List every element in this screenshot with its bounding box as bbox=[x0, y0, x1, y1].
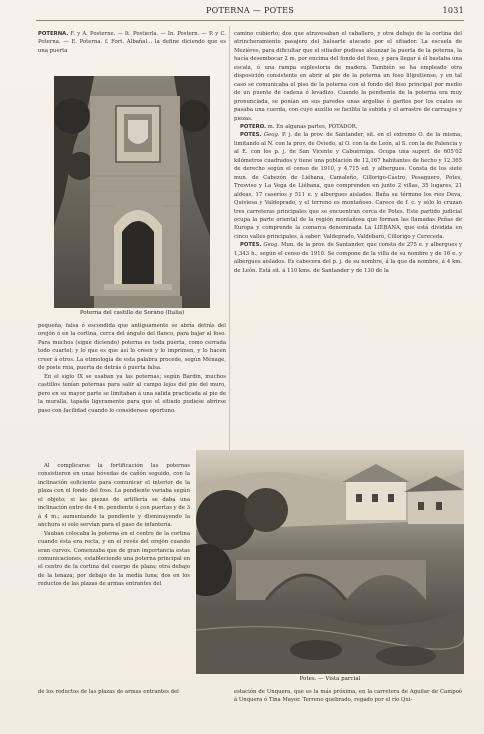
entry-poterna-intro bbox=[38, 30, 226, 74]
entry-poterna-body-lower bbox=[38, 462, 190, 690]
figure-caption-sorano: Poterna del castillo de Sorano (Italia) bbox=[79, 310, 185, 316]
figure-potes-vista bbox=[196, 450, 464, 674]
entry-poterna-body-upper bbox=[38, 322, 226, 460]
entry-potero-text: m. En algunas partes, POTADOR. bbox=[267, 123, 358, 130]
right-column-foot bbox=[234, 688, 462, 706]
entry-potes-municipio-text: Mun. de la prov. de Santander, que consta de 275 e. y albergues y 1,343 h., según el censo de 1910. Se compone de la villa de su nombre y de 16 e. y albergues aislados. Es cabecera del p. j. de su nombre, á la que da nombre, á 4 km. de León. Está sit. á 110 kms. de Santander y de 130 de la bbox=[234, 242, 462, 274]
headword-potes: POTES. bbox=[240, 132, 262, 139]
header-rule bbox=[36, 20, 464, 21]
entry-poterna-text: F. y A. Posterne. — It. Postierla. — In. Postern. — P. y C. Poterna. — E. Poterna. f. Fort. Albañal... la define diciendo que es una puerta bbox=[38, 31, 226, 54]
label-geog: Geog. bbox=[263, 132, 280, 139]
entry-potes-text: P. j. de la prov. de Santander, sit. en el extremo O. de la misma, limitando al N. con la prov. de Oviedo, al O. con la de León, al S. con la de Palencia y al E. con los p. j. de San Vicente y Cabuérniga. Ocupa una superf. de 605'02 kilómetros cuadrados y tiene una población de 12,167 habitantes de hecho y 12,365 de derecho según el censo de 1910, y 4,715 ed. y albergues. Consta de los siete mun. de Cabezón de Liébana, Camaleño, Cillorigo-Castro, Pesaguero, Potes, Tresviso y La Vega de Liébana, que comprenden en junto 2 villas, 35 lugares, 21 aldeas, 17 caseríos y 511 e. y albergues aislados. Baña su término los ríos Deva, Quiviesa y Valdeprado, y el terreno es montañoso. Carece de f. c. y sólo lo cruzan tres carreteras principales que se encuentran cerca de Potes. Este partido judicial ocupa la parte oriental de la región montañosa que forman las llamadas Peñas de Europa y comprende la comarca denominada La LIÉBANA, que está dividida en cinco valles principales, á saber: Valdeprado, Valdebaró, Cillorigo y Cereceda. bbox=[234, 132, 462, 240]
label-geog: Geog. bbox=[263, 242, 280, 249]
page-number: 1031 bbox=[442, 6, 464, 15]
paragraph: de los reductos de las plazas de armas entrantes del bbox=[38, 689, 179, 695]
paragraph: camino cubierto; dos que atravesaban el caballero, y otra debajo de la cortina del atrincheramiento pasajero del baluarte atacado por el sitiador. La escuela de Mezières, para dificultar que el sitiador pudiese alcanzar la puerta de la poterna, la hacía desembocar 2 m. por encima del fondo del foso, y para llegar á él bastaba una escala, ó una rampa suplestoria de madera. También se ha empleado otra disposición consistente en abrir al pie de la poterna un foso liliputiense, y en tal caso se comunicaba el piso de la poterna con el fondo del foso principal por medio de un puente de cadena ó levadizo. Cuando la pendiente de la poterna era muy pronunciada, se ponían en sus paredes unas argollas ó garfios por los cuales se pasaba una cuerda, con cuyo auxilio se facilita la subida y el arrastre de carruajes y piezas. bbox=[234, 31, 462, 122]
headword-potes-municipio: POTES. bbox=[240, 242, 262, 249]
headword-poterna: POTERNA. bbox=[38, 31, 69, 37]
paragraph: estación de Unquera, que es la más próxima, en la carretera de Aguilar de Campoó á Unquera ó Tina Mayor. Terreno quebrado, regado por el río Qui- bbox=[234, 689, 462, 704]
figure-poterna-sorano bbox=[54, 76, 210, 308]
paragraph: Al complicarse la fortificación las poternas consistieron en unas bóvedas de cañón seguido, con la inclinación suficiente para comunicar el interior de la plaza con el fondo del foso. La pendiente variaba según el objeto; si las piezas de artillería se daba una inclinación entre de 4 m. pendiente ó con puertas y de 3 á 4 m.; aumentando la pendiente y disminuyendo la anchura si solo servían para el paso de infantería. bbox=[38, 463, 190, 529]
running-title: POTERNA — POTES bbox=[205, 6, 295, 15]
figure-caption-potes: Potes. — Vista parcial bbox=[299, 676, 361, 682]
photo-potes-vista bbox=[196, 450, 464, 674]
column-divider bbox=[229, 26, 230, 450]
left-column-foot bbox=[38, 688, 226, 706]
photo-poterna-sorano bbox=[54, 76, 210, 308]
paragraph: pequeña, falsa ó escondida que antiguamente se abría detrás del orejón ó en la cortina, cerca del ángulo del flanco, para bajar al foso. Para muchos (sigue diciendo) poterna es toda puerta, como cerrada todo cuartel; y lo que es que así lo creen y lo imprimen, y lo hacen creer á otros. La etimología de esta palabra procede, según Ménage, de poste rnia, puerta de detrás ó puerta falsa. bbox=[38, 323, 226, 372]
running-header bbox=[36, 6, 464, 20]
headword-potero: POTERO. bbox=[240, 123, 267, 130]
paragraph: Vauban colocaba la poterna en el centro de la cortina cuando ésta era recta, y en el revés del orejón cuando eran curvos. Comenzaba que de gran importancia estas comunicaciones, estableciendo una poterna principal en el centro de la cortina del cuerpo de plaza; otra debajo de la tenaza; por debajo de la media luna; dos en los reductos de las plazas de armas entrantes del bbox=[38, 530, 190, 588]
paragraph: En el siglo IX se usaban ya las poternas; según Bardin, muchos castillos tenían poternas para salir al campo lejos del pie del muro, pero en su mayor parte se limitaban á una salida practicada al pie de la muralla, tapada ligeramente para que el sitiado pudiese abrirse paso con facilidad cuando lo considerase oportuno. bbox=[38, 373, 226, 414]
right-column-text bbox=[234, 30, 462, 450]
